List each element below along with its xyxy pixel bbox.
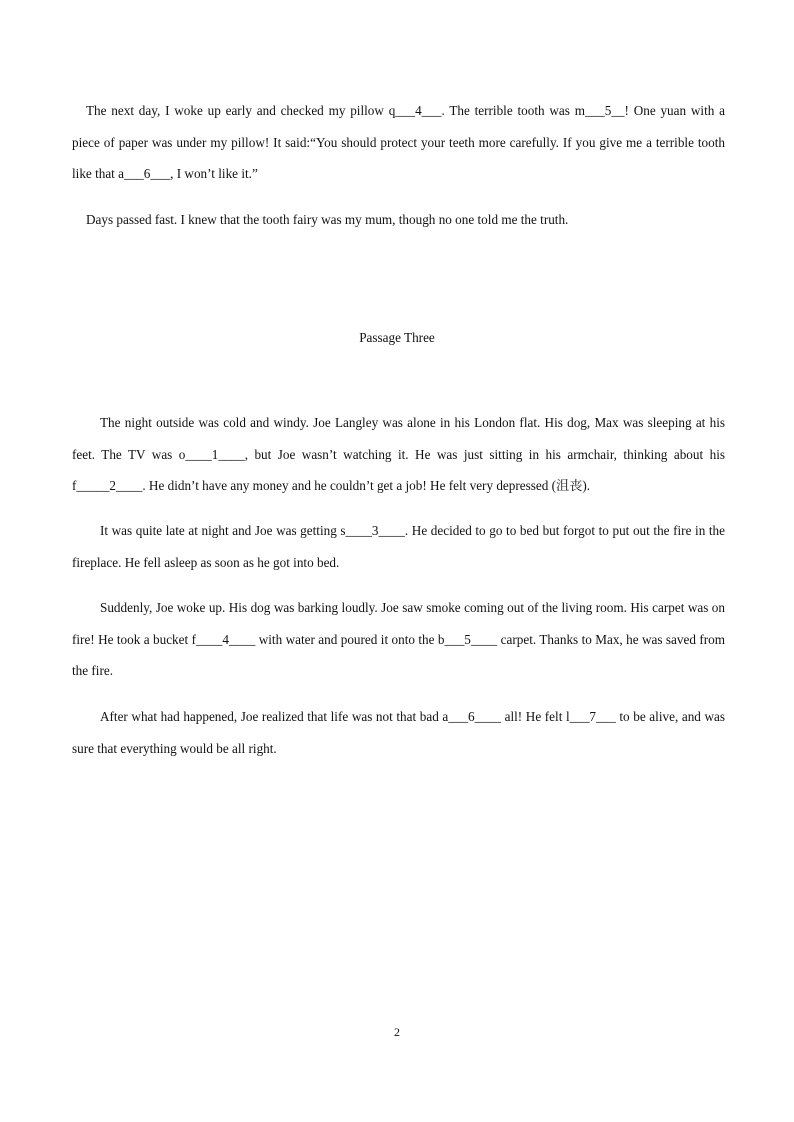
passage-three-paragraph-3: Suddenly, Joe woke up. His dog was barking loudly. Joe saw smoke coming out of the living room. His carpet was on fire! He took a bucket f____4____ with water and poured it onto the b___5____ carpet. Thanks to Max, he was saved from the fire. (72, 600, 725, 678)
passage-two-paragraph-1: The next day, I woke up early and checked my pillow q___4___. The terrible tooth was m___5__! One yuan with a piece of paper was under my pillow! It said:“You should protect your teeth more carefully. If you give me a terrible tooth like that a___6___, I won’t like it.” (72, 103, 725, 181)
passage-three-paragraph-4: After what had happened, Joe realized that life was not that bad a___6____ all! He felt l___7___ to be alive, and was sure that everything would be all right. (72, 709, 725, 756)
passage-two-paragraph-2: Days passed fast. I knew that the tooth fairy was my mum, though no one told me the truth. (86, 212, 569, 227)
passage-three-title: Passage Three (359, 330, 435, 345)
passage-three-paragraph-1: The night outside was cold and windy. Joe Langley was alone in his London flat. His dog, Max was sleeping at his feet. The TV was o____1____, but Joe wasn’t watching it. He was just sitting in his armchair, thinking about his f_____2____. He didn’t have any money and he couldn’t get a job! He felt very depressed (沮丧). (72, 415, 725, 493)
page-number: 2 (394, 1025, 400, 1039)
passage-three-paragraph-2: It was quite late at night and Joe was getting s____3____. He decided to go to bed but forgot to put out the fire in the fireplace. He fell asleep as soon as he got into bed. (72, 523, 725, 570)
